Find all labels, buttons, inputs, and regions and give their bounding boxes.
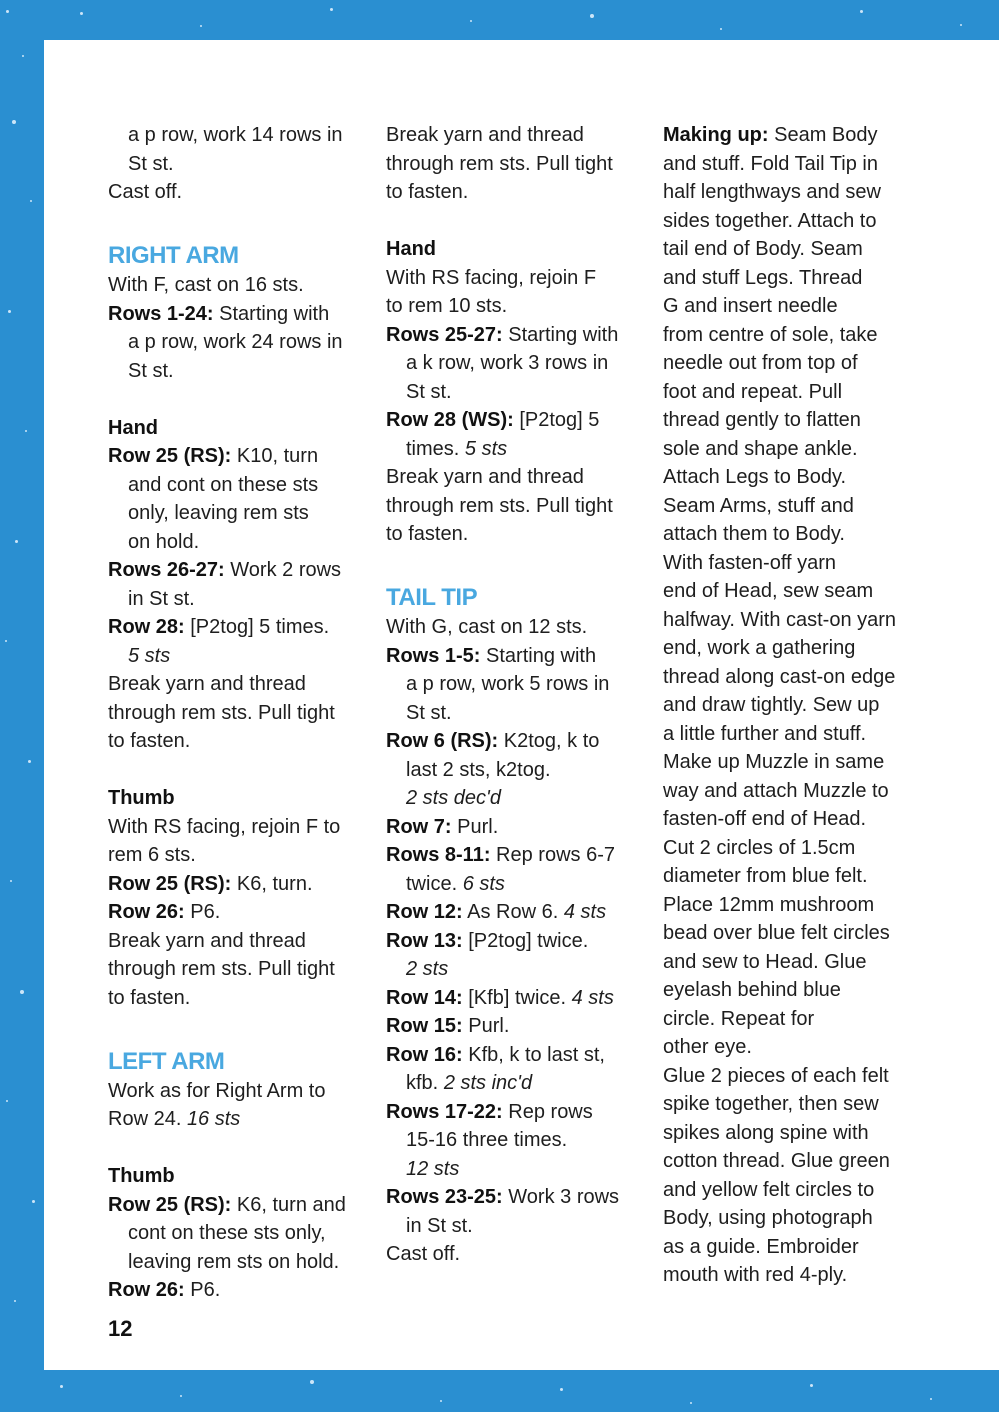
text-line: and draw tightly. Sew up <box>663 694 880 716</box>
instruction-row: kfb. 2 sts inc'd <box>406 1072 533 1094</box>
text-line: Break yarn and thread <box>386 124 584 146</box>
text-line: leaving rem sts on hold. <box>128 1250 340 1273</box>
instruction-row: Row 26: P6. <box>108 901 221 923</box>
text-line: on hold. <box>128 530 200 553</box>
text-line: fasten-off end of Head. <box>663 808 867 830</box>
stitch-count: 5 sts <box>128 644 171 667</box>
text-line: sides together. Attach to <box>663 209 877 232</box>
text-line: to rem 10 sts. <box>386 295 508 317</box>
text-line: other eye. <box>663 1036 752 1058</box>
text-line: a p row, work 24 rows in <box>128 331 343 353</box>
text-line: Cast off. <box>386 1243 461 1265</box>
text-line: Place 12mm mushroom <box>663 893 875 916</box>
text-line: Make up Muzzle in same <box>663 751 885 773</box>
text-line: to fasten. <box>386 523 469 545</box>
text-line: to fasten. <box>108 730 191 752</box>
instruction-row: Row 14: [Kfb] twice. 4 sts <box>386 986 614 1009</box>
text-line: a p row, work 5 rows in <box>406 673 610 695</box>
text-line: With RS facing, rejoin F <box>386 266 597 289</box>
stitch-count: 2 sts dec'd <box>406 787 501 809</box>
text-line: Break yarn and thread <box>108 929 306 952</box>
text-line: Attach Legs to Body. <box>663 466 847 488</box>
text-line: With F, cast on 16 sts. <box>108 274 304 296</box>
instruction-row: Rows 8-11: Rep rows 6-7 <box>386 844 615 866</box>
instruction-row: Row 6 (RS): K2tog, k to <box>386 730 600 752</box>
text-line: G and insert needle <box>663 295 838 317</box>
text-line: through rem sts. Pull tight <box>108 958 335 980</box>
text-line: through rem sts. Pull tight <box>108 701 335 724</box>
instruction-row: Rows 26-27: Work 2 rows <box>108 559 342 581</box>
text-line: and stuff. Fold Tail Tip in <box>663 152 878 175</box>
text-line: Work as for Right Arm to <box>108 1079 326 1102</box>
text-line: attach them to Body. <box>663 523 845 545</box>
text-line: spike together, then sew <box>663 1093 879 1115</box>
text-line: a p row, work 14 rows in <box>128 124 343 146</box>
text-line: cotton thread. Glue green <box>663 1150 890 1172</box>
subheading-thumb: Thumb <box>108 787 175 809</box>
text-line: foot and repeat. Pull <box>663 380 843 403</box>
text-line: Glue 2 pieces of each felt <box>663 1064 889 1087</box>
instruction-row: Row 25 (RS): K6, turn and <box>108 1193 346 1216</box>
text-line: mouth with red 4-ply. <box>663 1264 848 1286</box>
text-line: to fasten. <box>386 181 469 203</box>
column-1 <box>108 121 370 1305</box>
text-line: 15-16 three times. <box>406 1129 568 1151</box>
instruction-row: Row 25 (RS): K10, turn <box>108 445 319 467</box>
instruction-row: times. 5 sts <box>406 437 508 460</box>
instruction-row: Row 7: Purl. <box>386 815 499 838</box>
text-line: through rem sts. Pull tight <box>386 152 613 175</box>
subheading-hand: Hand <box>108 416 158 439</box>
instruction-row: Rows 17-22: Rep rows <box>386 1100 593 1123</box>
instruction-row: Rows 23-25: Work 3 rows <box>386 1186 620 1208</box>
instruction-row: Making up: Seam Body <box>663 124 878 146</box>
text-line: St st. <box>406 380 452 403</box>
section-heading-left-arm: LEFT ARM <box>108 1047 225 1075</box>
text-line: way and attach Muzzle to <box>663 779 889 802</box>
instruction-row: Row 16: Kfb, k to last st, <box>386 1043 605 1066</box>
instruction-row: Rows 25-27: Starting with <box>386 323 619 346</box>
text-line: Break yarn and thread <box>108 673 306 695</box>
text-line: St st. <box>128 359 174 382</box>
text-line: sole and shape ankle. <box>663 437 858 460</box>
text-line: thread gently to flatten <box>663 409 861 431</box>
text-line: to fasten. <box>108 986 191 1009</box>
text-line: Cut 2 circles of 1.5cm <box>663 836 856 859</box>
text-line: end, work a gathering <box>663 637 856 659</box>
text-line: and yellow felt circles to <box>663 1178 875 1201</box>
instruction-row: Row 15: Purl. <box>386 1015 510 1037</box>
instruction-row: Rows 1-24: Starting with <box>108 302 330 325</box>
column-2 <box>386 121 638 1269</box>
text-line: spikes along spine with <box>663 1121 869 1144</box>
text-line: With G, cast on 12 sts. <box>386 616 588 638</box>
text-line: through rem sts. Pull tight <box>386 494 613 517</box>
text-line: Cast off. <box>108 181 183 203</box>
text-line: rem 6 sts. <box>108 844 196 866</box>
text-line: St st. <box>406 701 452 724</box>
text-line: a k row, work 3 rows in <box>406 352 609 374</box>
text-line: end of Head, sew seam <box>663 580 874 602</box>
instruction-row: Rows 1-5: Starting with <box>386 644 597 667</box>
text-line: bead over blue felt circles <box>663 922 890 944</box>
instruction-row: Row 26: P6. <box>108 1279 221 1301</box>
column-3 <box>663 121 923 1290</box>
text-line: half lengthways and sew <box>663 181 881 203</box>
text-line: needle out from top of <box>663 352 858 374</box>
text-line: halfway. With cast-on yarn <box>663 608 897 631</box>
text-line: diameter from blue felt. <box>663 865 868 887</box>
instruction-row: Row 25 (RS): K6, turn. <box>108 872 313 895</box>
instruction-row: Row 24. 16 sts <box>108 1108 241 1130</box>
text-line: only, leaving rem sts <box>128 502 309 524</box>
text-line: from centre of sole, take <box>663 323 878 346</box>
section-heading-tail-tip: TAIL TIP <box>386 584 478 611</box>
stitch-count: 12 sts <box>406 1157 460 1180</box>
text-line: as a guide. Embroider <box>663 1235 859 1258</box>
instruction-row: Row 28 (WS): [P2tog] 5 <box>386 409 600 431</box>
text-line: in St st. <box>406 1214 473 1237</box>
text-line: tail end of Body. Seam <box>663 238 863 260</box>
page-number: 12 <box>108 1316 133 1341</box>
text-line: eyelash behind blue <box>663 979 841 1001</box>
text-line: cont on these sts only, <box>128 1222 326 1244</box>
subheading-thumb: Thumb <box>108 1165 175 1187</box>
instruction-row: Row 13: [P2tog] twice. <box>386 929 589 952</box>
text-line: and cont on these sts <box>128 473 319 496</box>
text-line: With fasten-off yarn <box>663 551 837 574</box>
stitch-count: 2 sts <box>406 958 449 980</box>
instruction-row: twice. 6 sts <box>406 872 505 895</box>
text-line: With RS facing, rejoin F to <box>108 815 341 838</box>
text-line: St st. <box>128 152 174 175</box>
text-line: and stuff Legs. Thread <box>663 266 863 289</box>
text-line: circle. Repeat for <box>663 1007 815 1030</box>
text-line: in St st. <box>128 587 195 610</box>
subheading-hand: Hand <box>386 238 436 260</box>
text-line: last 2 sts, k2tog. <box>406 758 551 781</box>
text-line: and sew to Head. Glue <box>663 950 867 973</box>
text-line: thread along cast-on edge <box>663 665 896 688</box>
text-line: Break yarn and thread <box>386 466 584 488</box>
text-line: Body, using photograph <box>663 1207 873 1229</box>
instruction-row: Row 28: [P2tog] 5 times. <box>108 616 330 638</box>
instruction-row: Row 12: As Row 6. 4 sts <box>386 901 607 923</box>
text-line: Seam Arms, stuff and <box>663 494 854 517</box>
text-line: a little further and stuff. <box>663 722 867 745</box>
section-heading-right-arm: RIGHT ARM <box>108 242 239 269</box>
